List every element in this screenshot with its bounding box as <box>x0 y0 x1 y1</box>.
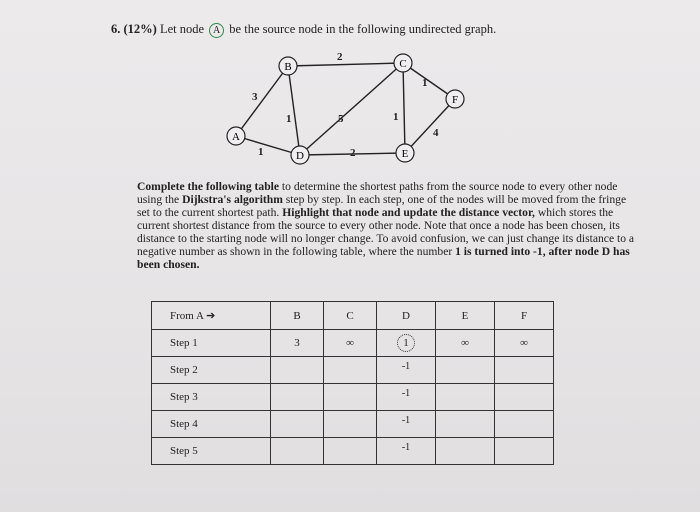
cell-b[interactable]: 3 <box>271 330 324 357</box>
cell-b[interactable] <box>271 384 324 411</box>
cell-b[interactable] <box>271 438 324 465</box>
cell-e[interactable] <box>436 438 495 465</box>
table-row <box>152 438 554 465</box>
instr-bold-2: Dijkstra's algorithm <box>182 193 283 206</box>
table-row <box>152 411 554 438</box>
edge-a-b <box>236 66 288 136</box>
cell-c[interactable]: ∞ <box>324 330 377 357</box>
cell-e[interactable] <box>436 384 495 411</box>
question-points: (12%) <box>123 22 157 36</box>
table-row <box>152 330 554 357</box>
header-e: E <box>436 302 495 330</box>
cell-c[interactable] <box>324 384 377 411</box>
svg-text:E: E <box>401 148 409 160</box>
table-row <box>152 357 554 384</box>
cell-e[interactable] <box>436 357 495 384</box>
dijkstra-table <box>151 301 554 465</box>
cell-f[interactable] <box>495 411 554 438</box>
question-prefix: Let node <box>159 22 205 36</box>
edge-a-d <box>236 136 300 155</box>
edge-weight-d-c: 5 <box>338 113 344 125</box>
svg-text:D: D <box>296 150 304 162</box>
instr-bold-4: 1 is turned into -1, after node D has been chosen. <box>137 245 630 271</box>
edge-b-c <box>288 63 403 66</box>
instr-text-3: which stores the current shortest distance from the source to every other node. Note that once a node has been chosen, its distance to the starting node will no longer change. To avoid confusion, we can just change its distance to a negative number as shown in the following table, where the number <box>137 206 635 258</box>
header-from-a: From A ➔ <box>152 302 271 330</box>
highlighted-node-value: 1 <box>397 334 415 352</box>
edge-d-c <box>300 63 403 155</box>
instr-text-2: step by step. In each step, one of the nodes will be moved from the fringe set to the current shortest path. <box>137 193 627 219</box>
node-b <box>279 57 297 75</box>
instructions-paragraph <box>137 180 637 271</box>
instr-text-1: to determine the shortest paths from the source node to every other node using the <box>137 180 618 206</box>
edge-weight-a-d: 1 <box>258 146 264 158</box>
cell-f[interactable] <box>495 357 554 384</box>
edge-weight-b-c: 2 <box>337 51 343 63</box>
cell-d[interactable] <box>377 438 436 465</box>
node-d <box>291 146 309 164</box>
edge-weight-c-e: 1 <box>393 111 399 123</box>
svg-text:F: F <box>451 94 459 106</box>
graph-diagram <box>200 48 480 178</box>
edge-weight-e-f: 4 <box>433 127 439 139</box>
edge-weight-b-d: 1 <box>286 113 292 125</box>
question-number: 6. <box>111 22 121 36</box>
instr-bold-1: Complete the following table <box>137 180 280 193</box>
edge-weight-a-b: 3 <box>252 91 258 103</box>
header-d: D <box>377 302 436 330</box>
cell-d[interactable] <box>377 384 436 411</box>
cell-e[interactable]: ∞ <box>436 330 495 357</box>
cell-d[interactable] <box>377 411 436 438</box>
step-label: Step 3 <box>152 384 271 411</box>
node-a <box>227 127 245 145</box>
svg-text:B: B <box>284 61 292 73</box>
cell-f[interactable] <box>495 438 554 465</box>
cell-d[interactable] <box>377 357 436 384</box>
step-label: Step 5 <box>152 438 271 465</box>
finalized-value: -1 <box>401 415 411 426</box>
node-c <box>394 54 412 72</box>
edge-weight-d-e: 2 <box>350 147 356 159</box>
edge-c-e <box>403 63 405 153</box>
edge-weight-c-f: 1 <box>422 77 428 89</box>
finalized-value: -1 <box>401 361 411 372</box>
cell-e[interactable] <box>436 411 495 438</box>
edge-e-f <box>405 99 455 153</box>
table-header-row <box>152 302 554 330</box>
node-f <box>446 90 464 108</box>
finalized-value: -1 <box>401 388 411 399</box>
svg-text:A: A <box>232 131 240 143</box>
cell-f[interactable] <box>495 384 554 411</box>
question-header <box>111 22 496 38</box>
step-label: Step 2 <box>152 357 271 384</box>
table-row <box>152 384 554 411</box>
header-c: C <box>324 302 377 330</box>
cell-c[interactable] <box>324 438 377 465</box>
step-label: Step 1 <box>152 330 271 357</box>
cell-b[interactable] <box>271 411 324 438</box>
finalized-value: -1 <box>401 442 411 453</box>
header-f: F <box>495 302 554 330</box>
cell-c[interactable] <box>324 411 377 438</box>
question-suffix: be the source node in the following undirected graph. <box>229 22 497 36</box>
node-e <box>396 144 414 162</box>
source-node-badge: A <box>209 23 224 38</box>
instr-bold-3: Highlight that node and update the distance vector, <box>282 206 535 219</box>
cell-d[interactable] <box>377 330 436 357</box>
edge-b-d <box>288 66 300 155</box>
header-b: B <box>271 302 324 330</box>
cell-f[interactable]: ∞ <box>495 330 554 357</box>
cell-b[interactable] <box>271 357 324 384</box>
svg-text:C: C <box>399 58 407 70</box>
cell-c[interactable] <box>324 357 377 384</box>
step-label: Step 4 <box>152 411 271 438</box>
